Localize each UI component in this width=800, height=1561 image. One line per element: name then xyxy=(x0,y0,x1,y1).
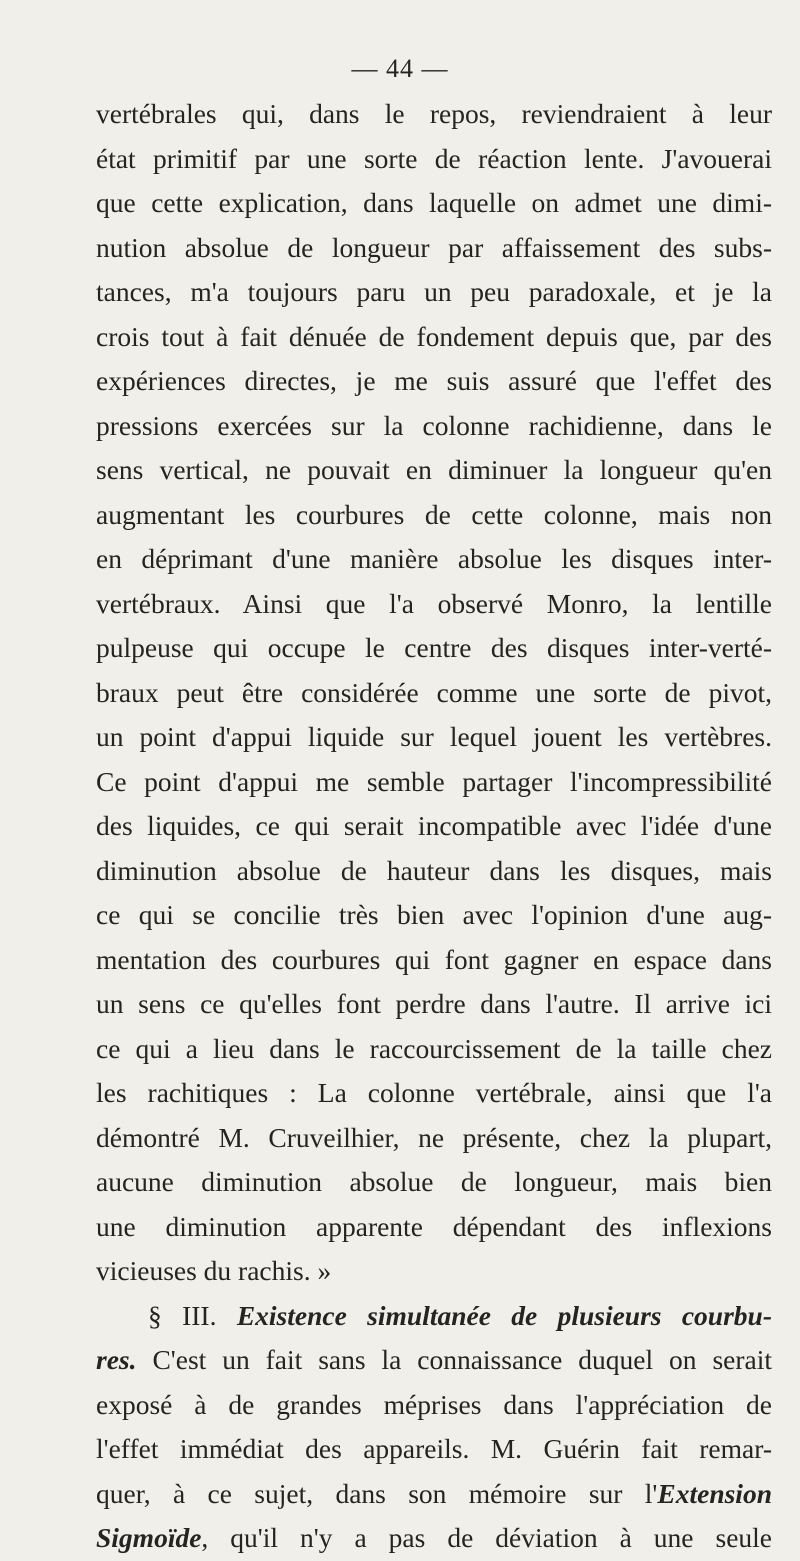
text-line: augmentant les courbures de cette colonne, mais non xyxy=(96,498,772,530)
text-line: état primitif par une sorte de réaction lente. J'avouerai xyxy=(96,142,772,174)
text-line xyxy=(96,1472,772,1517)
text-line xyxy=(96,1338,772,1383)
text-span: quer, à ce sujet, dans son mémoire sur l' xyxy=(96,1477,658,1509)
section-title: Existence simultanée de plusieurs courbu- xyxy=(236,1299,772,1331)
text-line: les rachitiques : La colonne vertébrale, ainsi que l'a xyxy=(96,1077,772,1108)
text-line: démontré M. Cruveilhier, ne présente, chez la plupart, xyxy=(96,1121,772,1153)
text-line: en déprimant d'une manière absolue les disques inter- xyxy=(96,543,772,574)
text-line: nution absolue de longueur par affaissement des subs- xyxy=(96,231,772,263)
section-title-continued: res. xyxy=(96,1344,137,1375)
text-line: l'effet immédiat des appareils. M. Guérin fait remar- xyxy=(96,1433,772,1464)
body-text xyxy=(96,92,772,1561)
text-line: sens vertical, ne pouvait en diminuer la longueur qu'en xyxy=(96,454,772,485)
text-line: aucune diminution absolue de longueur, mais bien xyxy=(96,1166,772,1197)
text-line: que cette explication, dans laquelle on admet une dimi- xyxy=(96,187,772,218)
text-span: , qu'il n'y a pas de déviation à une seule xyxy=(201,1522,772,1553)
text-line: vertébrales qui, dans le repos, reviendraient à leur xyxy=(96,98,772,129)
italic-term: Extension xyxy=(657,1477,772,1509)
text-line: des liquides, ce qui serait incompatible avec l'idée d'une xyxy=(96,810,772,841)
text-line: un point d'appui liquide sur lequel jouent les vertèbres. xyxy=(96,721,772,752)
text-span: C'est un fait sans la connaissance duquel on serait xyxy=(152,1344,773,1375)
text-line: crois tout à fait dénuée de fondement depuis que, par des xyxy=(96,320,772,352)
text-line: vertébraux. Ainsi que l'a observé Monro, la lentille xyxy=(96,587,772,619)
text-line: braux peut être considérée comme une sorte de pivot, xyxy=(96,676,772,708)
text-line: vicieuses du rachis. » xyxy=(96,1255,332,1286)
text-line: un sens ce qu'elles font perdre dans l'autre. Il arrive ici xyxy=(96,988,772,1019)
text-line: ce qui a lieu dans le raccourcissement de la taille chez xyxy=(96,1032,772,1064)
text-line: Ce point d'appui me semble partager l'incompressibilité xyxy=(96,765,772,797)
text-line: pulpeuse qui occupe le centre des disques inter-verté- xyxy=(96,632,772,663)
text-line: ce qui se concilie très bien avec l'opinion d'une aug- xyxy=(96,899,772,930)
text-line: diminution absolue de hauteur dans les disques, mais xyxy=(96,854,772,886)
text-line: expériences directes, je me suis assuré que l'effet des xyxy=(96,365,772,396)
text-line: pressions exercées sur la colonne rachidienne, dans le xyxy=(96,409,772,441)
section-heading-line xyxy=(96,1294,772,1339)
page-number: — 44 — xyxy=(351,54,449,83)
text-line: exposé à de grandes méprises dans l'appréciation de xyxy=(96,1388,772,1420)
text-line: une diminution apparente dépendant des inflexions xyxy=(96,1210,772,1242)
text-line: tances, m'a toujours paru un peu paradoxale, et je la xyxy=(96,276,772,307)
italic-term: Sigmoïde xyxy=(96,1522,202,1553)
text-line xyxy=(96,1516,772,1561)
section-number: § III. xyxy=(148,1299,217,1331)
text-line: mentation des courbures qui font gagner en espace dans xyxy=(96,943,772,975)
